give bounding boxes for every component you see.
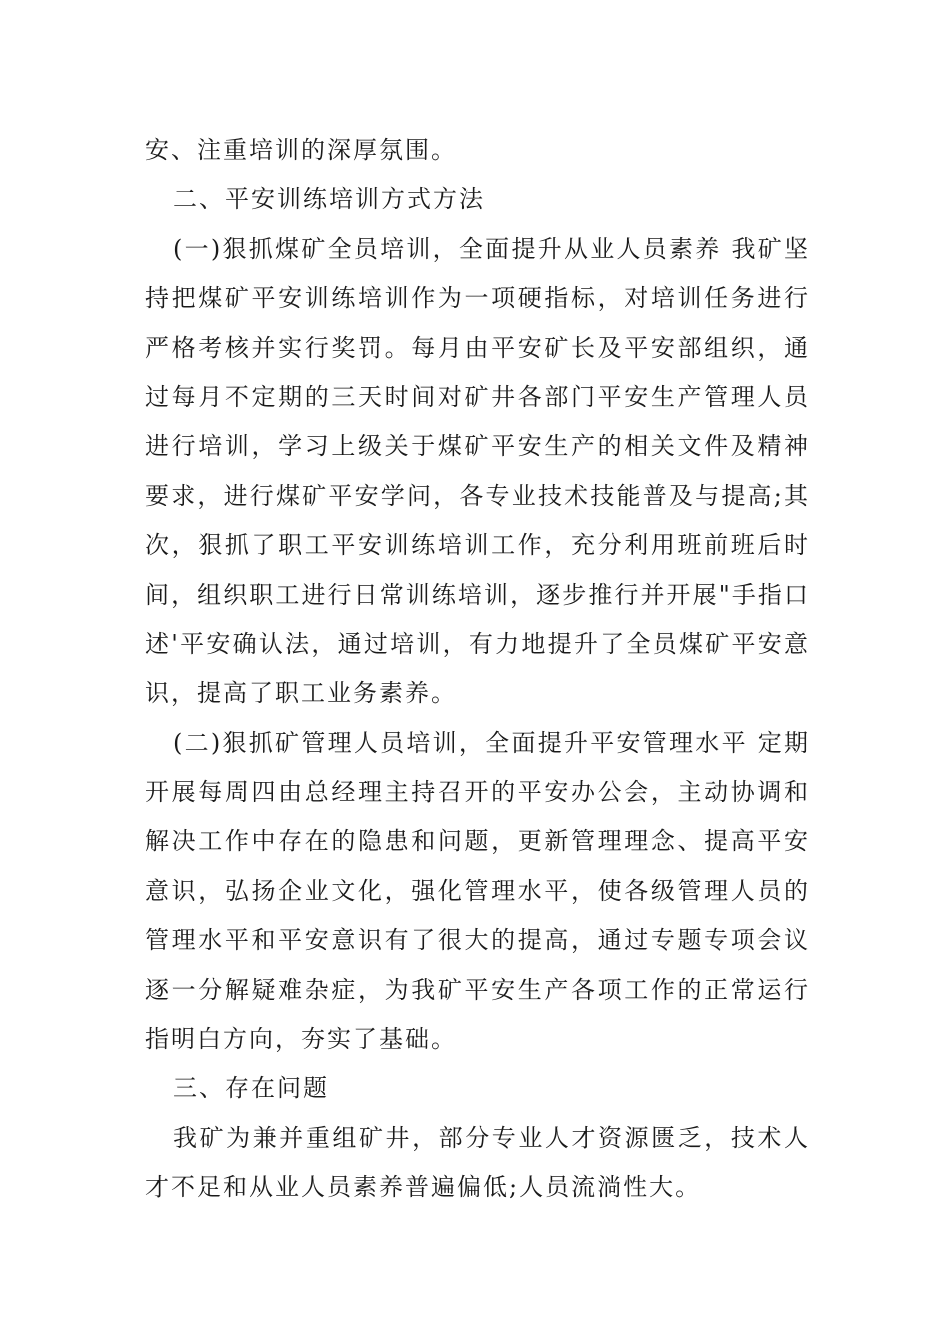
paragraph-line: 安、注重培训的深厚氛围。 — [145, 136, 457, 164]
section-heading-2: 二、平安训练培训方式方法 — [173, 185, 485, 214]
paragraph-line: 严格考核并实行奖罚。每月由平安矿长及平安部组织，通 — [145, 333, 810, 362]
paragraph-line: 进行培训，学习上级关于煤矿平安生产的相关文件及精神 — [145, 432, 810, 461]
document-body — [145, 126, 810, 1213]
paragraph-line: 识，提高了职工业务素养。 — [145, 679, 457, 708]
paragraph-line: 要求，进行煤矿平安学问，各专业技术技能普及与提高;其 — [145, 481, 810, 510]
paragraph-line: 次，狠抓了职工平安训练培训工作，充分利用班前班后时 — [145, 531, 810, 560]
paragraph-line: 才不足和从业人员素养普遍偏低;人员流淌性大。 — [145, 1173, 702, 1202]
paragraph-line: 过每月不定期的三天时间对矿井各部门平安生产管理人员 — [145, 382, 810, 411]
paragraph-line: (一)狠抓煤矿全员培训，全面提升从业人员素养 我矿坚 — [173, 234, 810, 263]
section-heading-3: 三、存在问题 — [173, 1074, 329, 1103]
paragraph-line: 意识，弘扬企业文化，强化管理水平，使各级管理人员的 — [145, 876, 810, 905]
paragraph-line: 持把煤矿平安训练培训作为一项硬指标，对培训任务进行 — [145, 284, 810, 313]
paragraph-line: 间，组织职工进行日常训练培训，逐步推行并开展"手指口 — [145, 580, 810, 609]
paragraph-line: (二)狠抓矿管理人员培训，全面提升平安管理水平 定期 — [173, 728, 810, 757]
paragraph-line: 我矿为兼并重组矿井，部分专业人才资源匮乏，技术人 — [173, 1123, 810, 1152]
paragraph-line: 解决工作中存在的隐患和问题，更新管理理念、提高平安 — [145, 827, 810, 856]
paragraph-line: 开展每周四由总经理主持召开的平安办公会，主动协调和 — [145, 778, 810, 807]
paragraph-line: 管理水平和平安意识有了很大的提高，通过专题专项会议 — [145, 926, 810, 955]
paragraph-line: 指明白方向，夯实了基础。 — [145, 1025, 457, 1054]
paragraph-line: 逐一分解疑难杂症，为我矿平安生产各项工作的正常运行 — [145, 975, 810, 1004]
paragraph-line: 述'平安确认法，通过培训，有力地提升了全员煤矿平安意 — [145, 629, 810, 658]
